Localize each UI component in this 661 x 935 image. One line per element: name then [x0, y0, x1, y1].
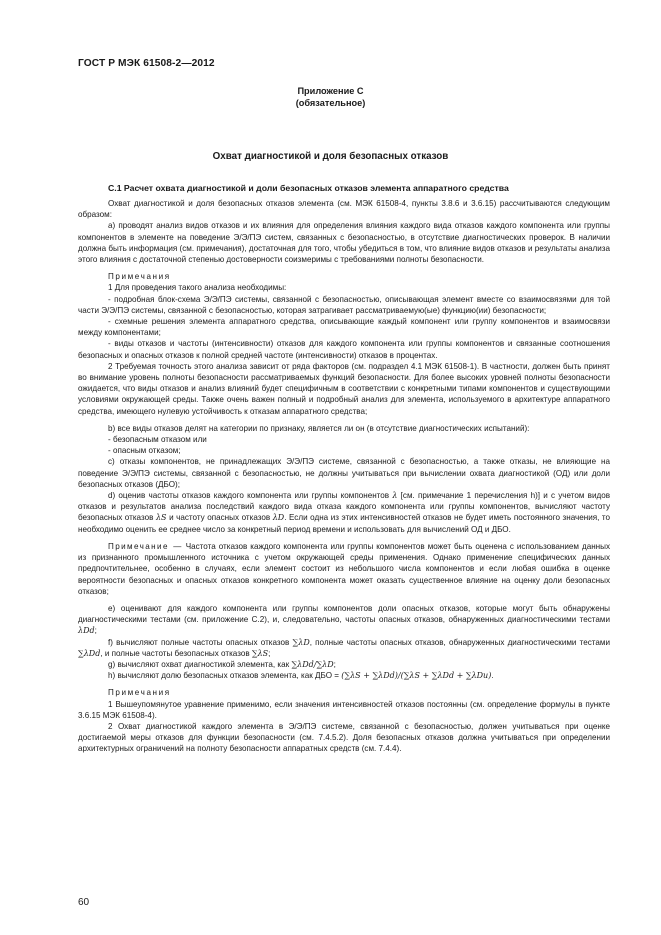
inline-note-head: Примечание — — [108, 541, 183, 551]
appendix-name: Приложение С — [297, 86, 364, 96]
lambda-dd-symbol: λDd — [78, 626, 95, 636]
notes-heading: Примечания — [108, 272, 171, 282]
sum-lambda-dd: ∑λDd — [78, 648, 101, 658]
page-number: 60 — [78, 897, 90, 908]
paragraph-e: е) оценивают для каждого компонента или группы компонентов доли опасных отказов, которые могут быть обнаружены диагностическими тестами (см. приложение С.2), и, следовательно, частоты опасных отказов, обнаруженных диагностическими тестами λDd; — [78, 603, 610, 636]
note-2: 2 Требуемая точность этого анализа зависит от ряда факторов (см. подраздел 4.1 МЭК 61508-1). В частности, должен быть принят во внимание уровень полноты безопасности рассматриваемых функций безопасности. Для более высоких уровней полноты безопасности ожидается, что виды отказов и анализ влияний будет специфичным в соответствии с конкретными типами компонентов и существующими условиями окружающей среды. Также очень важен полный и подробный анализ для элемента, используемого в архитектуре аппаратного средства, имеющего нулевую устойчивость к отказам аппаратного средства; — [78, 361, 610, 416]
appendix-heading — [0, 86, 661, 109]
note-1-item-c: - виды отказов и частоты (интенсивности) отказов для каждого компонента или группы компонентов и связанные соотношения безопасных и опасных отказов к полной средней частоте (интенсивности) отказов в процентах. — [78, 339, 610, 360]
note-1-item-b: - схемные решения элемента аппаратного средства, описывающие каждый компонент или группу компонентов и взаимосвязи между компонентами; — [78, 317, 610, 338]
lambda-symbol: λ — [392, 491, 398, 501]
paragraph-b-item-1: - безопасным отказом или — [108, 435, 207, 445]
note-1-item-a: - подробная блок-схема Э/Э/ПЭ системы, связанной с безопасностью, описывающая элемент вместе со взаимосвязями для той части Э/Э/ПЭ системы, связанной с безопасностью, которая затрагивает рассматриваемую(ые) функцию(ии) безопасности; — [78, 294, 610, 315]
paragraph-a: а) проводят анализ видов отказов и их влияния для определения влияния каждого вида отказов каждого компонента или группы компонентов в элементе на поведение Э/Э/ПЭ систем, связанных с безопасностью, в отсутствие диагностических проверок. В наличии должна быть информация (см. примечания), достаточная для того, чтобы убедиться в том, что влияние видов отказов и результаты анализа этого влияния с достаточной степенью достоверности соизмеримы с требованиями полноты безопасности. — [78, 221, 610, 265]
lambda-d-symbol: λD — [272, 513, 285, 523]
paragraph-d: d) оценив частоты отказов каждого компонента или группы компонентов λ [см. примечание 1 перечисления h)] и с учетом видов отказов и результатов анализа последствий каждого вида отказа каждого компонента или группы компонентов, вычисляют частоту безопасных отказов λS и частоту опасных отказов λD. Если одна из этих интенсивностей отказов не будет иметь постоянного значения, то необходимо оценить ее среднее число за конкретный период времени и использовать для вычислений ОД и ДБО. — [78, 491, 611, 534]
paragraph-h: h) вычисляют долю безопасных отказов элемента, как ДБО = (∑λS + ∑λDd)/(∑λS + ∑λDd + ∑λDu). — [108, 671, 494, 681]
paragraph-b-item-2: - опасным отказом; — [108, 446, 181, 456]
document-header: ГОСТ Р МЭК 61508-2—2012 — [78, 58, 215, 69]
dc-formula: ∑λDd/∑λD — [291, 659, 334, 669]
body-text — [78, 198, 610, 755]
inline-note — [78, 541, 610, 597]
paragraph-f: f) вычисляют полные частоты опасных отказов ∑λD, полные частоты опасных отказов, обнаруженных диагностическими тестами ∑λDd, и полные частоты безопасных отказов ∑λS; — [78, 637, 610, 658]
inline-note-text: Частота отказов каждого компонента или группы компонентов может быть оценена с использованием данных из признанного промышленного источника с учетом окружающей среды применения. Однако применение специфических данных предпочтительнее, особенно в случаях, если элемент состоит из небольшого числа компонентов и если любая ошибка в оценке вероятности безопасных и опасных отказов конкретного компонента может оказать существенное влияние на оценку доли безопасных отказов; — [78, 541, 610, 596]
paragraph-c: с) отказы компонентов, не принадлежащих Э/Э/ПЭ системе, связанной с безопасностью, а также отказы, не влияющие на поведение Э/Э/ПЭ системы, связанной с безопасностью, не должны учитываться при вычислении охвата диагностикой (ОД) или доли безопасных отказов (ДБО); — [78, 457, 610, 489]
appendix-status: (обязательное) — [295, 97, 366, 108]
sum-lambda-s: ∑λS — [251, 648, 269, 658]
sff-formula: (∑λS + ∑λDd)/(∑λS + ∑λDd + ∑λDu) — [341, 671, 492, 681]
sum-lambda-d: ∑λD — [292, 637, 310, 647]
note2-1: 1 Вышеупомянутое уравнение применимо, если значения интенсивностей отказов постоянны (см. определение формулы в пункте 3.6.15 МЭК 61508-4). — [78, 699, 610, 720]
paragraph-b: b) все виды отказов делят на категории по признаку, является ли он (в отсутствие диагностических испытаний): — [108, 423, 530, 433]
paragraph-intro: Охват диагностикой и доля безопасных отказов элемента (см. МЭК 61508-4, пункты 3.8.6 и 3.6.15) рассчитываются следующим образом: — [78, 199, 610, 220]
section-heading: С.1 Расчет охвата диагностикой и доли безопасных отказов элемента аппаратного средства — [108, 183, 509, 193]
paragraph-g: g) вычисляют охват диагностикой элемента, как ∑λDd/∑λD; — [108, 659, 336, 669]
note-1: 1 Для проведения такого анализа необходимы: — [108, 283, 287, 293]
lambda-s-symbol: λS — [155, 513, 167, 523]
note2-2: 2 Охват диагностикой каждого элемента в Э/Э/ПЭ системе, связанной с безопасностью, должен учитываться при оценке достигаемой меры отказов для функции безопасности (см. 7.4.5.2). Доля безопасных отказов должна учитываться при определении архитектурных ограничений на полноту безопасности аппаратных средств (см. 7.4.4). — [78, 721, 610, 754]
appendix-title: Охват диагностикой и доля безопасных отказов — [212, 151, 449, 162]
notes-heading-2: Примечания — [108, 688, 171, 698]
